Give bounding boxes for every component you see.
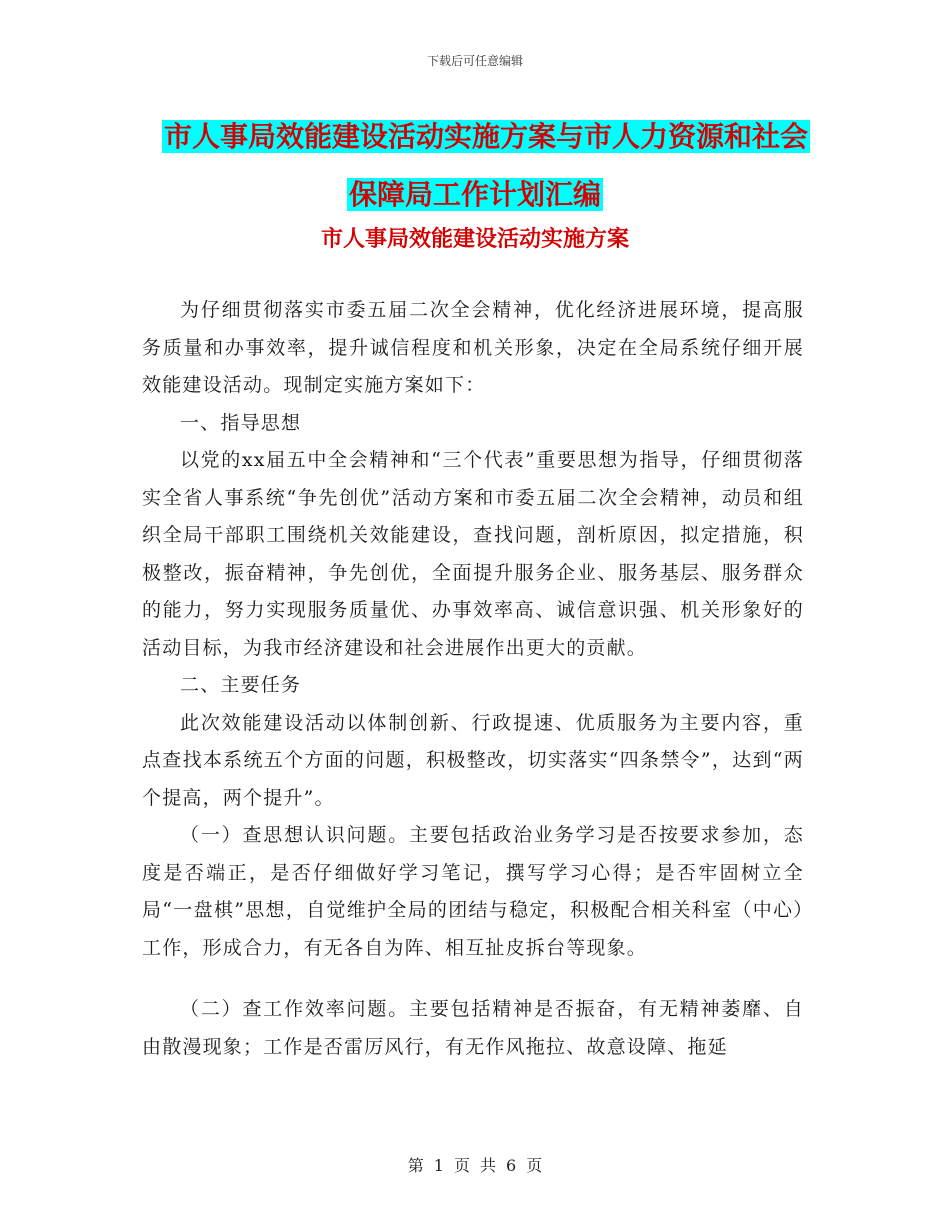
footer-page-word: 页: [453, 1156, 470, 1175]
header-note: 下载后可任意编辑: [426, 54, 523, 68]
total-pages: 6: [506, 1156, 517, 1175]
title-line-2: 保障局工作计划汇编: [348, 178, 601, 211]
footer-prefix: 第: [407, 1156, 424, 1175]
paragraph-task-2: （二）查工作效率问题。主要包括精神是否振奋，有无精神萎靡、自由散漫现象；工作是否雷厉风行，有无作风拖拉、故意设障、拖延: [142, 998, 804, 1058]
page-footer: [0, 1153, 950, 1176]
heading-guiding-thought: 一、指导思想: [180, 411, 302, 434]
document-title: [140, 108, 810, 224]
page-number: 1: [433, 1156, 444, 1175]
paragraph-guiding-thought: 以党的xx届五中全会精神和“三个代表”重要思想为指导，仔细贯彻落实全省人事系统“争先创优”活动方案和市委五届二次全会精神，动员和组织全局干部职工围绕机关效能建设，查找问题，剖析原因，拟定措施，积极整改，振奋精神，争先创优，全面提升服务企业、服务基层、服务群众的能力，努力实现服务质量优、办事效率高、诚信意识强、机关形象好的活动目标，为我市经济建设和社会进展作出更大的贡献。: [142, 449, 804, 659]
paragraph-intro: 为仔细贯彻落实市委五届二次全会精神，优化经济进展环境，提高服务质量和办事效率，提升诚信程度和机关形象，决定在全局系统仔细开展效能建设活动。现制定实施方案如下：: [142, 299, 804, 396]
title-line-1: 市人事局效能建设活动实施方案与市人力资源和社会: [163, 120, 808, 153]
paragraph-main-tasks: 此次效能建设活动以体制创新、行政提速、优质服务为主要内容，重点查找本系统五个方面的问题，积极整改，切实落实“四条禁令”，达到“两个提高，两个提升”。: [142, 711, 804, 809]
heading-main-tasks: 二、主要任务: [180, 674, 302, 696]
document-body: [142, 292, 804, 1066]
section-title: 市人事局效能建设活动实施方案: [320, 227, 629, 252]
footer-suffix: 页: [526, 1156, 543, 1175]
paragraph-task-1: （一）查思想认识问题。主要包括政治业务学习是否按要求参加，态度是否端正，是否仔细做好学习笔记，撰写学习心得；是否牢固树立全局“一盘棋”思想，自觉维护全局的团结与稳定，积极配合相关科室（中心）工作，形成合力，有无各自为阵、相互扯皮拆台等现象。: [142, 824, 804, 959]
footer-total-word: 共: [480, 1156, 497, 1175]
